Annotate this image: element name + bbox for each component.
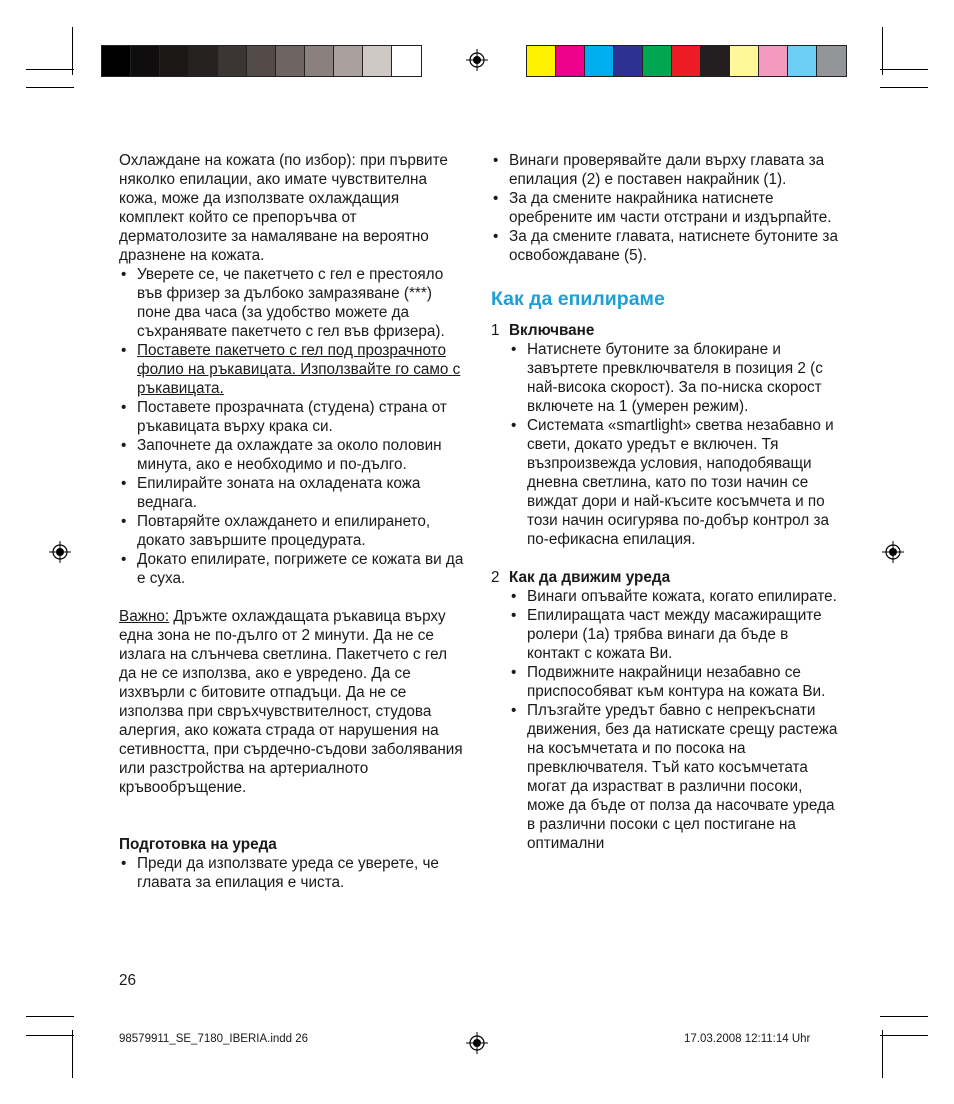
registration-mark-icon <box>49 541 71 563</box>
color-swatch <box>102 46 131 76</box>
list-item: • За да смените главата, натиснете бутоните за освобождаване (5). <box>491 227 841 265</box>
color-swatch <box>276 46 305 76</box>
color-swatch <box>585 46 614 76</box>
list-item: • Поставете пакетчето с гел под прозрачното фолио на ръкавицата. Използвайте го само с ръкавицата. <box>119 341 467 398</box>
list-item: • Епилирайте зоната на охладената кожа веднага. <box>119 474 467 512</box>
prep-list <box>119 854 467 892</box>
color-swatch <box>131 46 160 76</box>
crop-mark <box>880 87 928 88</box>
crop-mark <box>880 69 928 70</box>
step-switch-on-list <box>491 340 841 549</box>
color-swatch <box>730 46 759 76</box>
crop-mark <box>26 69 74 70</box>
list-item: • Винаги опъвайте кожата, когато епилирате. <box>509 587 841 606</box>
grayscale-color-bar <box>101 45 422 77</box>
important-label: Важно: <box>119 608 170 625</box>
color-swatch <box>614 46 643 76</box>
list-item: • Поставете прозрачната (студена) страна от ръкавицата върху крака си. <box>119 398 467 436</box>
color-swatch <box>247 46 276 76</box>
prep-heading: Подготовка на уреда <box>119 836 277 853</box>
step-switch-on <box>491 321 841 340</box>
crop-mark <box>880 1035 928 1036</box>
crop-mark <box>72 27 73 75</box>
crop-mark <box>72 1030 73 1078</box>
crop-mark <box>26 87 74 88</box>
list-item: • Уверете се, че пакетчето с гел е престояло във фризер за дълбоко замразяване (***) поне два часа (за удобство можете да съхранявате пакетчето с гел във фризера). <box>119 265 467 341</box>
crop-mark <box>880 1016 928 1017</box>
step-title: Включване <box>509 322 595 339</box>
footer-filename: 98579911_SE_7180_IBERIA.indd 26 <box>119 1033 309 1045</box>
footer-timestamp: 17.03.2008 12:11:14 Uhr <box>684 1033 811 1045</box>
crop-mark <box>26 1016 74 1017</box>
page-number: 26 <box>119 972 137 989</box>
color-swatch <box>160 46 189 76</box>
list-item: • Натиснете бутоните за блокиране и завъртете превключвателя в позиция 2 (с най-висока скорост). За по-ниска скорост включете на 1 (умерен режим). <box>509 340 841 416</box>
right-column <box>491 151 841 853</box>
color-swatch <box>556 46 585 76</box>
crop-mark <box>882 27 883 75</box>
registration-mark-icon <box>466 1032 488 1054</box>
step-title: Как да движим уреда <box>509 569 671 586</box>
color-swatch <box>759 46 788 76</box>
color-swatch <box>527 46 556 76</box>
list-item: • Епилиращата част между масажиращите ролери (1a) трябва винаги да бъде в контакт с кожата Ви. <box>509 606 841 663</box>
list-item: • За да смените накрайника натиснете оребрените им части отстрани и издърпайте. <box>491 189 841 227</box>
cooling-intro: Охлаждане на кожата (по избор): при първите няколко епилации, ако имате чувствителна кожа, може да използвате охлаждащия комплект който се препоръчва от дерматолозите за намаляване на вероятно дразнене на кожата. <box>119 152 448 264</box>
color-swatch <box>701 46 730 76</box>
list-item: • Винаги проверявайте дали върху главата за епилация (2) е поставен накрайник (1). <box>491 151 841 189</box>
registration-mark-icon <box>466 49 488 71</box>
crop-mark <box>882 1030 883 1078</box>
color-swatch <box>334 46 363 76</box>
color-swatch <box>305 46 334 76</box>
left-column <box>119 151 467 892</box>
list-item: • Плъзгайте уредът бавно с непрекъснати движения, без да натискате срещу растежа на косъмчетата и по посока на превключвателя. Тъй като косъмчетата могат да израстват в различни посоки, може да бъде от полза да насочвате уреда в различни посоки с цел постигане на оптимални <box>509 701 841 853</box>
important-text: Дръжте охлаждащата ръкавица върху една зона не по-дълго от 2 минути. Да не се излага на слънчева светлина. Пакетчето с гел да не се използва, ако е увредено. Да се изхвърли с битовите отпадъци. Да не се използва при свръхчувствителност, студова алергия, ако кожата страда от нарушения на сетивността, при сърдечно-съдови заболявания или разстройства на артериалното кръвообръщение. <box>119 608 463 796</box>
list-item: • Системата «smartlight» светва незабавно и свети, докато уредът е включен. Тя възпроизвежда условия, наподобяващи дневна светлина, като по този начин се виждат дори и най-късите косъмчета и по този начин осигурява по-добър контрол за по-ефикасна епилация. <box>509 416 841 549</box>
cooling-steps-list <box>119 265 467 588</box>
list-item: • Докато епилирате, погрижете се кожата ви да е суха. <box>119 550 467 588</box>
list-item: • Преди да използвате уреда се уверете, че главата за епилация е чиста. <box>119 854 467 892</box>
color-swatch <box>817 46 846 76</box>
color-swatch <box>189 46 218 76</box>
color-swatch <box>392 46 421 76</box>
list-item: • Започнете да охлаждате за около половин минута, ако е необходимо и по-дълго. <box>119 436 467 474</box>
crop-mark <box>26 1035 74 1036</box>
color-swatch <box>788 46 817 76</box>
registration-mark-icon <box>882 541 904 563</box>
color-swatch <box>363 46 392 76</box>
head-change-list <box>491 151 841 265</box>
list-item: • Подвижните накрайници незабавно се приспособяват към контура на кожата Ви. <box>509 663 841 701</box>
color-swatch <box>218 46 247 76</box>
section-heading: Как да епилираме <box>491 288 665 310</box>
step-number: 2 <box>491 569 500 586</box>
list-item: • Повтаряйте охлаждането и епилирането, докато завършите процедурата. <box>119 512 467 550</box>
step-number: 1 <box>491 322 500 339</box>
important-note <box>119 607 467 797</box>
color-swatch <box>672 46 701 76</box>
color-swatch <box>643 46 672 76</box>
process-color-bar <box>526 45 847 77</box>
step-move-device <box>491 568 841 587</box>
step-move-device-list <box>491 587 841 853</box>
